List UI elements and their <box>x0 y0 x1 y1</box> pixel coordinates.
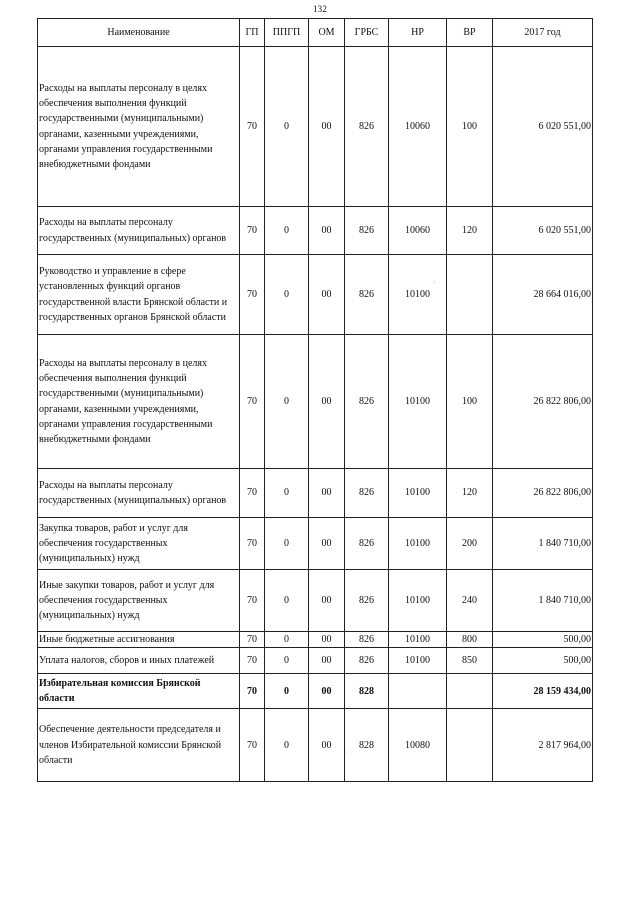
cell-gp: 70 <box>240 674 265 709</box>
cell-amount: 28 159 434,00 <box>493 674 593 709</box>
scan-speck: · <box>345 748 348 757</box>
header-name: Наименование <box>38 19 240 47</box>
cell-grbs: 826 <box>345 255 389 335</box>
cell-ppgp: 0 <box>265 518 309 570</box>
header-ppgp: ППГП <box>265 19 309 47</box>
cell-amount: 6 020 551,00 <box>493 47 593 207</box>
cell-nr: 10100 <box>389 469 447 518</box>
cell-ppgp: 0 <box>265 648 309 674</box>
cell-om: 00 <box>309 335 345 469</box>
cell-vr <box>447 674 493 709</box>
cell-om: 00 <box>309 648 345 674</box>
table-row <box>38 674 593 709</box>
cell-name: Расходы на выплаты персоналу в целях обеспечения выполнения функций государственными (муниципальными) органами, казенными учреждениями, органами управления государственными внебюджетными фондами <box>38 335 240 469</box>
table-row <box>38 632 593 648</box>
table-row <box>38 335 593 469</box>
cell-ppgp: 0 <box>265 469 309 518</box>
cell-ppgp: 0 <box>265 47 309 207</box>
table-row <box>38 207 593 255</box>
cell-gp: 70 <box>240 570 265 632</box>
cell-ppgp: 0 <box>265 335 309 469</box>
cell-nr: 10060 <box>389 47 447 207</box>
cell-grbs: 826 <box>345 469 389 518</box>
cell-ppgp: 0 <box>265 207 309 255</box>
header-nr: НР <box>389 19 447 47</box>
cell-ppgp: 0 <box>265 632 309 648</box>
cell-gp: 70 <box>240 47 265 207</box>
cell-vr: 850 <box>447 648 493 674</box>
budget-table <box>37 18 593 782</box>
cell-vr: 100 <box>447 335 493 469</box>
header-year: 2017 год <box>493 19 593 47</box>
table-row <box>38 469 593 518</box>
cell-gp: 70 <box>240 207 265 255</box>
cell-amount: 1 840 710,00 <box>493 570 593 632</box>
cell-gp: 70 <box>240 335 265 469</box>
cell-name: Руководство и управление в сфере установленных функций органов государственной власти Брянской области и государственных органов Брянской области <box>38 255 240 335</box>
cell-vr: 200 <box>447 518 493 570</box>
table-row <box>38 47 593 207</box>
header-grbs: ГРБС <box>345 19 389 47</box>
cell-amount: 2 817 964,00 <box>493 709 593 782</box>
cell-grbs: 826 <box>345 207 389 255</box>
cell-name: Избирательная комиссия Брянской области <box>38 674 240 709</box>
cell-gp: 70 <box>240 709 265 782</box>
cell-vr: 800 <box>447 632 493 648</box>
cell-vr: 100 <box>447 47 493 207</box>
cell-name: Иные бюджетные ассигнования <box>38 632 240 648</box>
cell-om: 00 <box>309 207 345 255</box>
cell-nr: 10100 <box>389 632 447 648</box>
cell-vr: 120 <box>447 207 493 255</box>
cell-amount: 6 020 551,00 <box>493 207 593 255</box>
cell-nr: 10100 <box>389 255 447 335</box>
cell-grbs: 826 <box>345 632 389 648</box>
cell-vr <box>447 255 493 335</box>
cell-grbs: 828 <box>345 674 389 709</box>
cell-nr: 10100 <box>389 570 447 632</box>
cell-name: Обеспечение деятельности председателя и членов Избирательной комиссии Брянской области <box>38 709 240 782</box>
cell-name: Расходы на выплаты персоналу в целях обеспечения выполнения функций государственными (муниципальными) органами, казенными учреждениями, органами управления государственными внебюджетными фондами <box>38 47 240 207</box>
cell-gp: 70 <box>240 632 265 648</box>
cell-grbs: 828 <box>345 709 389 782</box>
header-gp: ГП <box>240 19 265 47</box>
table-row <box>38 709 593 782</box>
cell-om: 00 <box>309 674 345 709</box>
cell-amount: 500,00 <box>493 648 593 674</box>
cell-ppgp: 0 <box>265 674 309 709</box>
cell-ppgp: 0 <box>265 709 309 782</box>
cell-nr: 10080 <box>389 709 447 782</box>
cell-name: Иные закупки товаров, работ и услуг для обеспечения государственных (муниципальных) нужд <box>38 570 240 632</box>
scan-speck: · <box>433 278 436 287</box>
cell-name: Расходы на выплаты персоналу государственных (муниципальных) органов <box>38 469 240 518</box>
cell-amount: 28 664 016,00 <box>493 255 593 335</box>
cell-grbs: 826 <box>345 570 389 632</box>
cell-name: Расходы на выплаты персоналу государственных (муниципальных) органов <box>38 207 240 255</box>
cell-vr <box>447 709 493 782</box>
cell-om: 00 <box>309 255 345 335</box>
cell-vr: 240 <box>447 570 493 632</box>
cell-om: 00 <box>309 632 345 648</box>
cell-gp: 70 <box>240 255 265 335</box>
cell-grbs: 826 <box>345 648 389 674</box>
cell-gp: 70 <box>240 469 265 518</box>
cell-om: 00 <box>309 570 345 632</box>
cell-name: Закупка товаров, работ и услуг для обеспечения государственных (муниципальных) нужд <box>38 518 240 570</box>
table-row <box>38 648 593 674</box>
cell-grbs: 826 <box>345 335 389 469</box>
table-row <box>38 518 593 570</box>
cell-vr: 120 <box>447 469 493 518</box>
cell-om: 00 <box>309 469 345 518</box>
cell-grbs: 826 <box>345 47 389 207</box>
cell-nr <box>389 674 447 709</box>
cell-name: Уплата налогов, сборов и иных платежей <box>38 648 240 674</box>
table-header-row <box>38 19 593 47</box>
cell-amount: 1 840 710,00 <box>493 518 593 570</box>
cell-om: 00 <box>309 709 345 782</box>
cell-amount: 26 822 806,00 <box>493 335 593 469</box>
cell-amount: 500,00 <box>493 632 593 648</box>
page-number: 132 <box>312 4 328 14</box>
cell-ppgp: 0 <box>265 570 309 632</box>
table-row <box>38 570 593 632</box>
cell-gp: 70 <box>240 648 265 674</box>
cell-gp: 70 <box>240 518 265 570</box>
cell-om: 00 <box>309 518 345 570</box>
cell-nr: 10100 <box>389 648 447 674</box>
header-om: ОМ <box>309 19 345 47</box>
cell-nr: 10100 <box>389 335 447 469</box>
cell-om: 00 <box>309 47 345 207</box>
cell-grbs: 826 <box>345 518 389 570</box>
cell-nr: 10060 <box>389 207 447 255</box>
header-vr: ВР <box>447 19 493 47</box>
cell-ppgp: 0 <box>265 255 309 335</box>
cell-nr: 10100 <box>389 518 447 570</box>
table-row <box>38 255 593 335</box>
cell-amount: 26 822 806,00 <box>493 469 593 518</box>
